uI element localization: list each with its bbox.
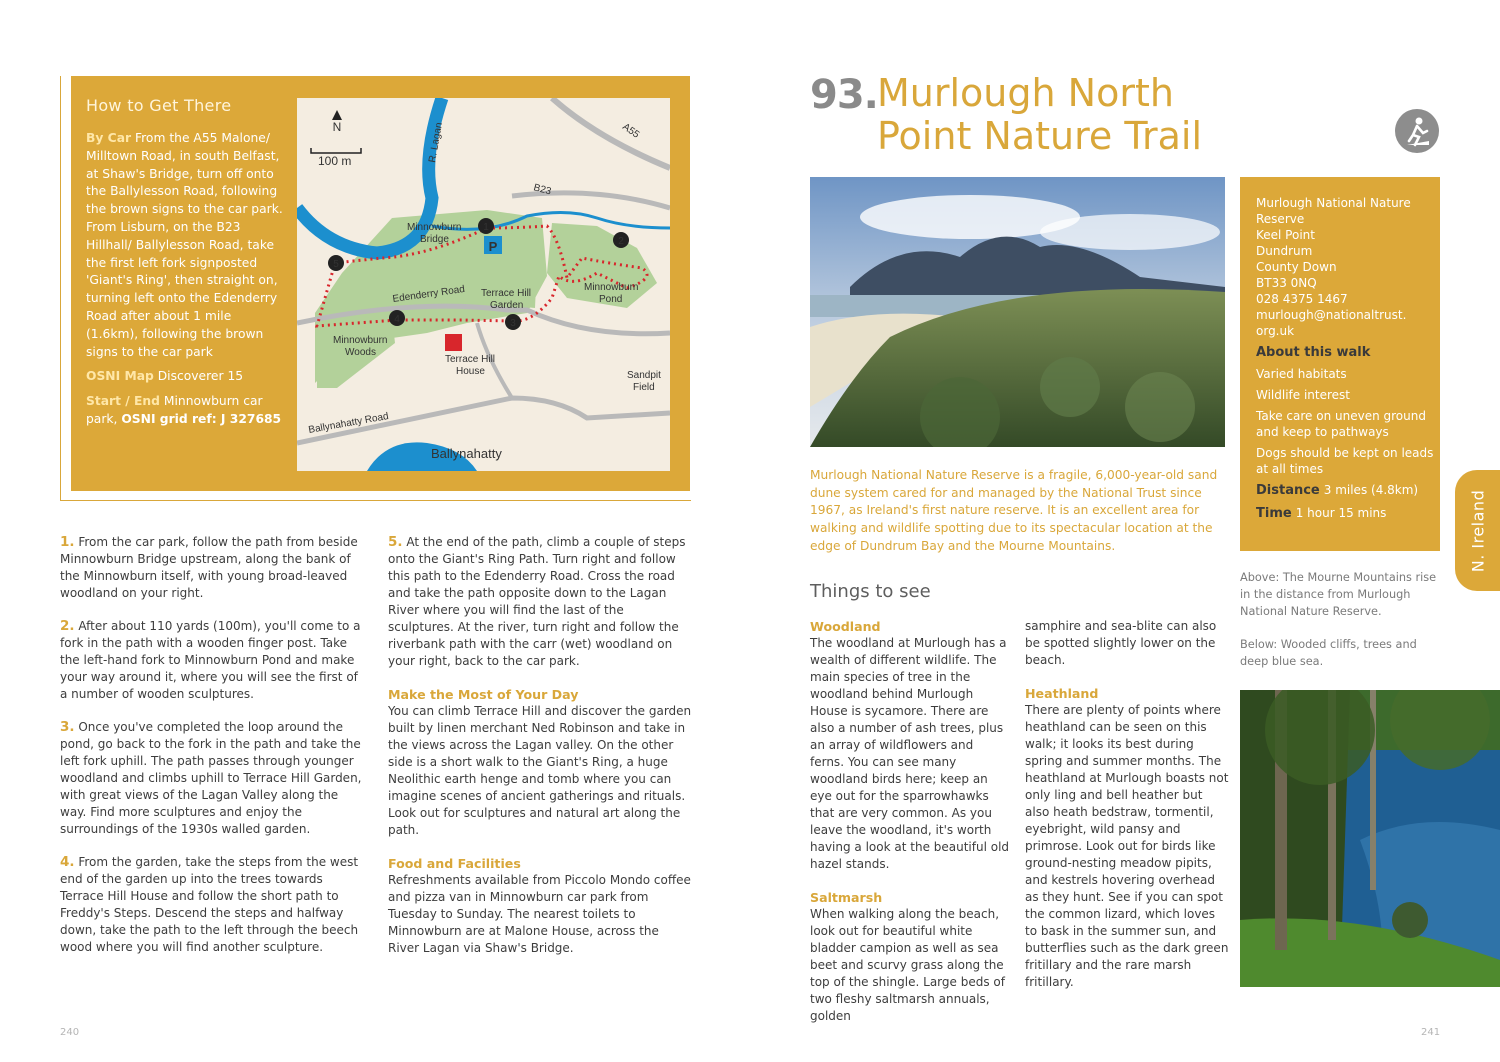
waypoint-label: 5: [333, 259, 339, 270]
mourne-mountains-photo: [810, 177, 1225, 447]
waypoint-4: [389, 310, 405, 326]
bridge-label: Minnowburn: [407, 222, 462, 233]
start-end-label: Start / End: [86, 394, 160, 409]
about-walk-title: About this walk: [1256, 345, 1371, 360]
step-number: 3.: [60, 719, 75, 735]
walker-icon: [1395, 109, 1439, 153]
saltmarsh-continued: samphire and sea-blite can also be spotted slightly lower on the beach.: [1025, 619, 1217, 667]
things-column-1: [810, 618, 1010, 1041]
waypoint-3: [505, 314, 521, 330]
woods-label: Woods: [345, 347, 376, 358]
distance-row: [1256, 483, 1418, 498]
steps-column-2: [388, 534, 693, 973]
a55-label: A55: [620, 121, 642, 141]
pond-label: Minnowburn: [584, 282, 639, 293]
title-line-2: Point Nature Trail: [877, 114, 1203, 158]
phone-number: 028 4375 1467: [1256, 292, 1348, 306]
food-title: Food and Facilities: [388, 856, 521, 871]
step-text: From the car park, follow the path from beside Minnowburn Bridge upstream, along the bank of the Minnowburn itself, with young broad-leaved woodland on your right.: [60, 535, 358, 600]
river-label: R. Lagan: [427, 121, 446, 164]
sandpit-label: Sandpit: [627, 370, 661, 381]
waypoint-5: [328, 255, 344, 271]
address-line: Keel Point: [1256, 228, 1315, 242]
about-item: Varied habitats: [1256, 367, 1347, 381]
heathland-title: Heathland: [1025, 686, 1099, 701]
step-number: 5.: [388, 534, 403, 550]
waypoint-label: 2: [618, 236, 624, 247]
b23-label: B23: [532, 182, 553, 198]
saltmarsh-title: Saltmarsh: [810, 890, 883, 905]
road-a55: [552, 98, 670, 168]
time-row: [1256, 506, 1386, 521]
step-4: [60, 854, 364, 956]
waypoint-label: 4: [394, 314, 400, 325]
heathland-text: There are plenty of points where heathland can be seen on this walk; it looks its best during spring and summer months. The heathland at Murlough boasts not only ling and bell heather but also heath bedstraw, tormentil, eyebright, wild pansy and primrose. Look out for birds like ground-nesting meadow pipits, and kestrels hovering overhead as they hunt. See if you can spot the common lizard, which loves to bask in the summer sun, and butterflies such as the dark green fritillary and the rare marsh fritillary.: [1025, 703, 1229, 989]
page-title: [877, 72, 1217, 158]
page-number-right: 241: [1421, 1027, 1441, 1038]
by-car-text: From the A55 Malone/ Milltown Road, in south Belfast, at Shaw's Bridge, turn off onto the Ballylesson Road, following the brown signs to the car park. From Lisburn, on the B23 Hillhall/ Ballylesson Road, take the first left fork signposted 'Giant's Ring', then straight on, turning left onto the Edenderry Road after about 1 mile (1.6km), following the brown signs to the car park: [86, 131, 283, 359]
step-number: 4.: [60, 854, 75, 870]
distance-value: 3 miles (4.8km): [1323, 483, 1419, 497]
ballynahatty-road-label: Ballynahatty Road: [307, 411, 390, 436]
house-label: House: [456, 366, 485, 377]
about-item: Wildlife interest: [1256, 388, 1351, 402]
waypoint-1: [478, 218, 494, 234]
by-car-label: By Car: [86, 131, 132, 145]
make-the-most-title: Make the Most of Your Day: [388, 687, 579, 702]
directions-title: How to Get There: [86, 96, 232, 115]
step-3: [60, 719, 364, 838]
waypoint-2: [613, 232, 629, 248]
intro-paragraph: Murlough National Nature Reserve is a fragile, 6,000-year-old sand dune system cared for and managed by the National Trust since 1967, as Ireland's first nature reserve. It is an excellent area for walking and wildlife spotting due to its spectacular location at the edge of Dundrum Bay and the Mourne Mountains.: [810, 468, 1218, 553]
step-text: After about 110 yards (100m), you'll come to a fork in the path with a wooden finger post. Take the left-hand fork to Minnowburn Pond and make your way around it, where you will see the first of a number of wooden sculptures.: [60, 619, 361, 701]
garden-label: Garden: [490, 300, 524, 311]
house-label: Terrace Hill: [445, 354, 496, 365]
about-item: Dogs should be kept on leads at all times: [1256, 446, 1434, 476]
distance-label: Distance: [1256, 483, 1320, 498]
waypoint-label: 3: [510, 318, 516, 329]
woodland-text: The woodland at Murlough has a wealth of different wildlife. The main species of tree in the woodland behind Murlough House is sycamore. There are also a number of ash trees, plus an array of wildflowers and ferns. You can see many woodland birds here; keep an eye out for the sparrowhawks that are very common. As you leave the woodland, it's worth having a look at the beautiful old hazel stands.: [810, 636, 1010, 871]
region-tab-text: N. Ireland: [1468, 489, 1487, 572]
things-to-see-title: Things to see: [810, 581, 931, 602]
woods-label: Minnowburn: [333, 335, 388, 346]
steps-column-1: [60, 534, 364, 972]
saltmarsh-section: [810, 889, 1010, 1025]
bridge-label: Bridge: [420, 234, 449, 245]
step-number: 1.: [60, 534, 75, 550]
about-item: Take care on uneven ground and keep to pathways: [1256, 409, 1426, 439]
caption-above: Above: The Mourne Mountains rise in the distance from Murlough National Nature Reserve.: [1240, 571, 1437, 618]
woodland-section: [810, 618, 1010, 873]
time-value: 1 hour 15 mins: [1295, 506, 1387, 520]
ballynahatty-label: Ballynahatty: [431, 446, 502, 461]
osni-map-label: OSNI Map: [86, 369, 154, 384]
route-map: [297, 98, 670, 471]
parking-label: P: [488, 239, 498, 254]
road-b23: [512, 193, 670, 208]
step-text: Once you've completed the loop around the pond, go back to the fork in the path and take the left fork uphill. The path passes through younger woodland and climbs uphill to Terrace Hill Garden, with great views of the Lagan Valley along the way. Find more sculptures and enjoy the surroundings of the 1930s walled garden.: [60, 720, 362, 836]
address-line: BT33 0NQ: [1256, 276, 1317, 290]
edenderry-label: Edenderry Road: [391, 283, 466, 305]
step-2: [60, 618, 364, 703]
north-label: N: [332, 120, 342, 134]
email-line: org.uk: [1256, 324, 1295, 338]
page-number-left: 240: [60, 1027, 80, 1038]
step-5: [388, 534, 693, 670]
food-section: [388, 855, 693, 957]
region-tab-label: [1455, 470, 1500, 591]
address-block: [1256, 195, 1436, 339]
walk-number: 93.: [810, 72, 878, 118]
food-text: Refreshments available from Piccolo Mondo coffee and pizza van in Minnowburn car park from Tuesday to Sunday. The nearest toilets to Minnowburn are at Malone House, across the River Lagan via Shaw's Bridge.: [388, 873, 691, 955]
woodland-title: Woodland: [810, 619, 881, 634]
waypoint-label: 1: [483, 222, 489, 233]
title-line-1: Murlough North: [877, 71, 1174, 115]
step-text: From the garden, take the steps from the west end of the garden up into the trees towards Terrace Hill House and follow the short path to Freddy's Steps. Descend the steps and halfway down, take the path to the left through the beech wood where you will find another sculpture.: [60, 855, 359, 954]
wooded-cliffs-photo: [1240, 690, 1500, 987]
caption-below: Below: Wooded cliffs, trees and deep blue sea.: [1240, 638, 1417, 668]
garden-label: Terrace Hill: [481, 288, 532, 299]
grid-ref: OSNI grid ref: J 327685: [121, 411, 282, 426]
things-column-2: [1025, 618, 1230, 1007]
osni-map-text: Discoverer 15: [153, 369, 244, 384]
address-line: County Down: [1256, 260, 1337, 274]
scale-bar: [311, 148, 361, 153]
directions-text: [86, 130, 286, 436]
pond-label: Pond: [599, 294, 623, 305]
email-line: murlough@nationaltrust.: [1256, 308, 1407, 322]
route-map-svg: [297, 98, 670, 471]
address-line: Dundrum: [1256, 244, 1313, 258]
address-line: Murlough National Nature Reserve: [1256, 196, 1411, 226]
time-label: Time: [1256, 506, 1292, 521]
step-number: 2.: [60, 618, 75, 634]
sandpit-label: Field: [633, 382, 655, 393]
saltmarsh-text: When walking along the beach, look out for beautiful white bladder campion as well as sea beet and scurvy grass along the top of the shingle. Large beds of two fleshy saltmarsh annuals, golden: [810, 907, 1005, 1023]
north-arrow-icon: [332, 110, 342, 120]
heathland-section: [1025, 685, 1230, 991]
step-text: At the end of the path, climb a couple of steps onto the Giant's Ring Path. Turn right and follow this path to the Edenderry Road. Cross the road and take the path opposite down to the Lagan River where you will find the last of the sculptures. At the river, turn right and follow the riverbank path with the carr (wet) woodland on your right, back to the car park.: [388, 535, 686, 668]
scale-label: 100 m: [318, 154, 352, 168]
house-icon: [445, 334, 462, 351]
walker-icon-svg: [1395, 109, 1439, 153]
start-end-text: Minnowburn car park,: [86, 394, 263, 426]
about-walk-list: [1256, 366, 1436, 482]
make-the-most-text: You can climb Terrace Hill and discover the garden built by linen merchant Ned Robinson and take in the views across the Lagan valley. On the other side is a short walk to the Giant's Ring, a huge Neolithic earth henge and tomb where you can imagine scenes of ancient gatherings and rituals. Look out for sculptures and natural art along the path.: [388, 704, 692, 837]
make-the-most-section: [388, 686, 693, 839]
step-1: [60, 534, 364, 602]
